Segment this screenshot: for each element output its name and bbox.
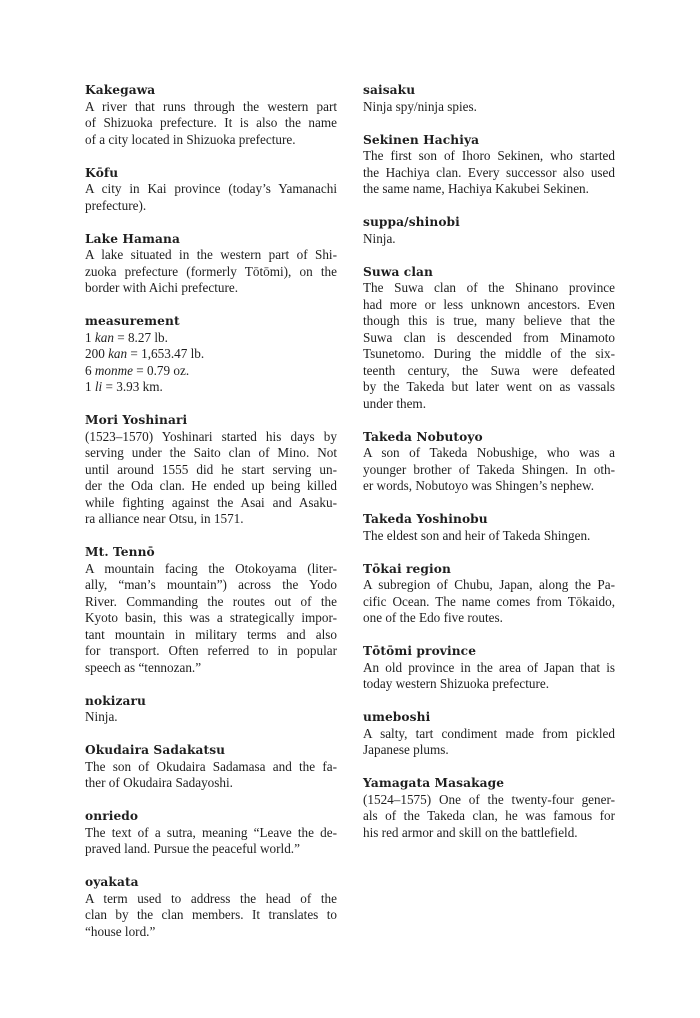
- definition-line: Japanese plums.: [363, 742, 449, 757]
- definition-line: speech as “tennozan.”: [85, 659, 202, 675]
- definition-line: the same name, Hachiya Kakubei Sekinen.: [363, 181, 589, 196]
- definition-line: ther of Okudaira Sadayoshi.: [85, 775, 233, 790]
- glossary-entry: [85, 412, 337, 528]
- definition-line: A salty, tart condiment made from pickled: [363, 725, 615, 741]
- glossary-entry: [363, 643, 615, 693]
- glossary-entry: [85, 544, 337, 676]
- glossary-term: Yamagata Masakage: [363, 776, 505, 790]
- glossary-entry: [85, 693, 337, 726]
- glossary-term: Kakegawa: [85, 83, 156, 97]
- definition-line: A river that runs through the western part: [85, 98, 337, 114]
- glossary-entry: [85, 165, 337, 215]
- definition-line: “house lord.”: [85, 923, 156, 939]
- definition-line: clan by the clan members. It translates to: [85, 907, 337, 922]
- glossary-entry: [363, 429, 615, 495]
- definition-line: er words, Nobutoyo was Shingen’s nephew.: [363, 478, 594, 493]
- glossary-entry: [363, 82, 615, 115]
- glossary-term: nokizaru: [85, 693, 146, 708]
- definition-line: Ninja.: [363, 230, 396, 246]
- definition-line: ally, “man’s mountain”) across the Yodo: [85, 577, 337, 592]
- glossary-term: suppa/shinobi: [363, 215, 460, 229]
- definition-line: Tsunetomo. During the middle of the six-: [363, 346, 615, 361]
- glossary-term: Lake Hamana: [85, 231, 180, 246]
- definition-line: cific Ocean. The name comes from Tōkaido,: [363, 593, 615, 609]
- definition-line: border with Aichi prefecture.: [85, 280, 239, 295]
- definition-line: A subregion of Chubu, Japan, along the Pa-: [363, 577, 615, 592]
- glossary-column-right: [363, 82, 615, 858]
- definition-line: Suwa clan is descended from Minamoto: [363, 329, 615, 345]
- definition-line: though this is true, many believe that the: [363, 313, 615, 328]
- definition-line: A lake situated in the western part of Shi-: [85, 247, 337, 262]
- glossary-entry: [85, 874, 337, 940]
- definition-line: for transport. Often referred to in popular: [85, 643, 337, 658]
- glossary-term: Tōtōmi province: [363, 644, 477, 658]
- definition-line: zuoka prefecture (formerly Tōtōmi), on the: [85, 263, 337, 279]
- definition-line: ra alliance near Otsu, in 1571.: [85, 511, 244, 526]
- glossary-entry: [363, 561, 615, 627]
- definition-line: The son of Okudaira Sadamasa and the fa-: [85, 758, 337, 774]
- definition-line: The first son of Ihoro Sekinen, who started: [363, 148, 615, 163]
- glossary-column-left: [85, 82, 337, 957]
- glossary-term: Okudaira Sadakatsu: [85, 743, 226, 757]
- definition-line: younger brother of Takeda Shingen. In oth-: [363, 461, 615, 477]
- definition-line: teenth century, the Suwa were defeated: [363, 362, 615, 378]
- glossary-term: Takeda Yoshinobu: [363, 512, 488, 526]
- glossary-entry: [85, 82, 337, 148]
- glossary-entry: [363, 132, 615, 198]
- definition-line: Kyoto basin, this was a strategically impor-: [85, 610, 337, 625]
- definition-line: under them.: [363, 395, 426, 411]
- definition-line: der the Oda clan. He ended up being killed: [85, 478, 337, 493]
- glossary-entry: [363, 264, 615, 413]
- glossary-term: onriedo: [85, 809, 139, 823]
- definition-line: The Suwa clan of the Shinano province: [363, 280, 615, 295]
- definition-line: while fighting against the Asai and Asaku-: [85, 494, 337, 510]
- glossary-term: Mt. Tennō: [85, 545, 155, 559]
- definition-line: An old province in the area of Japan that is: [363, 659, 615, 675]
- definition-line: one of the Edo five routes.: [363, 610, 503, 625]
- glossary-term: Kōfu: [85, 165, 119, 180]
- glossary-term: umeboshi: [363, 710, 431, 724]
- definition-line: serving under the Saito clan of Mino. Not: [85, 445, 337, 460]
- definition-line: als of the Takeda clan, he was famous for: [363, 808, 615, 823]
- glossary-term: Sekinen Hachiya: [363, 132, 480, 147]
- definition-line: 200 kan = 1,653.47 lb.: [85, 346, 205, 361]
- glossary-entry: [85, 742, 337, 792]
- definition-line: had more or less unknown ancestors. Even: [363, 296, 615, 312]
- definition-line: tant mountain in military terms and also: [85, 626, 337, 642]
- definition-line: his red armor and skill on the battlefield.: [363, 824, 578, 840]
- definition-line: 1 li = 3.93 km.: [85, 379, 163, 394]
- definition-line: A son of Takeda Nobushige, who was a: [363, 445, 615, 460]
- glossary-term: Suwa clan: [363, 264, 434, 279]
- definition-line: A city in Kai province (today’s Yamanachi: [85, 181, 337, 196]
- definition-line: today western Shizuoka prefecture.: [363, 676, 550, 691]
- glossary-entry: [85, 313, 337, 396]
- definition-line: the Hachiya clan. Every successor also used: [363, 164, 615, 180]
- glossary-term: Tōkai region: [363, 561, 451, 576]
- definition-line: by the Takeda but later went on as vassals: [363, 379, 615, 394]
- definition-line: of a city located in Shizuoka prefecture.: [85, 131, 296, 147]
- definition-line: River. Commanding the routes out of the: [85, 593, 337, 609]
- definition-line: praved land. Pursue the peaceful world.”: [85, 841, 300, 856]
- definition-line: (1524–1575) One of the twenty-four gener-: [363, 791, 615, 807]
- definition-line: prefecture).: [85, 197, 147, 213]
- definition-line: Ninja.: [85, 709, 118, 724]
- glossary-entry: [363, 775, 615, 841]
- definition-line: A term used to address the head of the: [85, 890, 337, 906]
- glossary-term: saisaku: [363, 83, 416, 97]
- definition-line: (1523–1570) Yoshinari started his days by: [85, 428, 337, 444]
- definition-line: The text of a sutra, meaning “Leave the de-: [85, 824, 337, 840]
- glossary-entry: [85, 231, 337, 297]
- glossary-entry: [363, 511, 615, 544]
- glossary-entry: [363, 709, 615, 759]
- definition-line: 6 monme = 0.79 oz.: [85, 362, 190, 378]
- glossary-entry: [85, 808, 337, 858]
- glossary-term: Mori Yoshinari: [85, 413, 188, 427]
- glossary-term: oyakata: [85, 875, 139, 889]
- definition-line: The eldest son and heir of Takeda Shingen.: [363, 527, 591, 543]
- definition-line: 1 kan = 8.27 lb.: [85, 329, 168, 345]
- glossary-term: Takeda Nobutoyo: [363, 429, 483, 444]
- definition-line: Ninja spy/ninja spies.: [363, 98, 477, 114]
- definition-line: of Shizuoka prefecture. It is also the name: [85, 115, 337, 130]
- definition-line: A mountain facing the Otokoyama (liter-: [85, 560, 337, 576]
- definition-line: until around 1555 did he start serving un-: [85, 461, 337, 477]
- glossary-term: measurement: [85, 314, 180, 328]
- glossary-entry: [363, 214, 615, 247]
